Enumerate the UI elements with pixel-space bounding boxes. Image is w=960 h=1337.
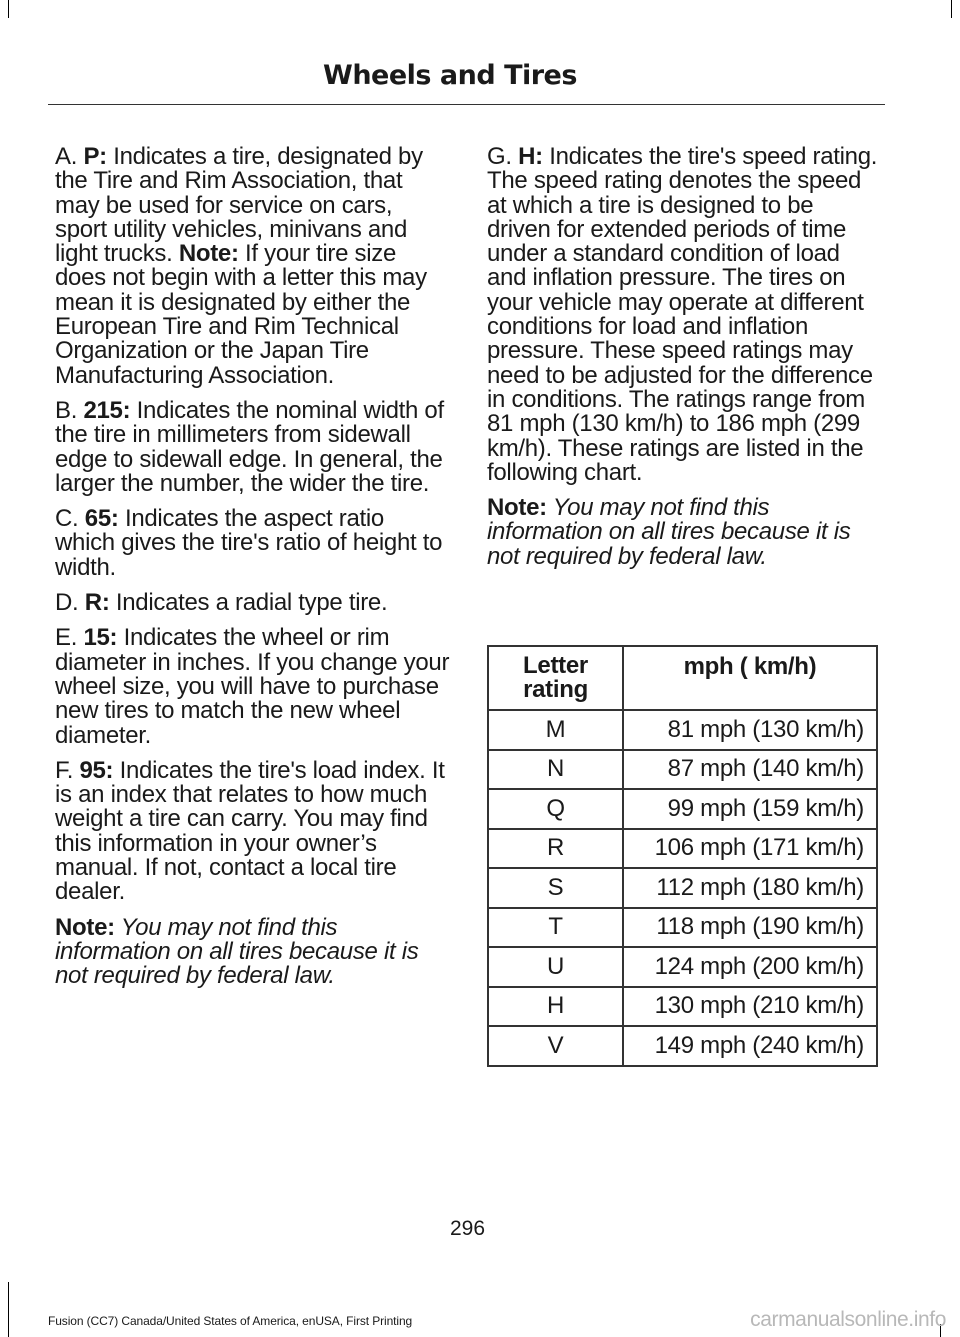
note-left: Note: You may not find this information on all tires because it is not required by federal law.	[55, 913, 419, 990]
table-row	[488, 908, 877, 948]
letter-rating-cell: Q	[488, 789, 623, 829]
table-row	[488, 947, 877, 987]
table-row	[488, 1026, 877, 1066]
right-column	[487, 145, 882, 580]
left-column	[55, 145, 450, 1000]
header-speed: mph ( km/h)	[623, 646, 877, 710]
letter-rating-cell: T	[488, 908, 623, 948]
page-title: Wheels and Tires	[323, 60, 577, 91]
watermark: carmanualsonline.info	[750, 1308, 946, 1331]
speed-cell: 130 mph (210 km/h)	[623, 987, 877, 1027]
speed-cell: 149 mph (240 km/h)	[623, 1026, 877, 1066]
footer-printing-info: Fusion (CC7) Canada/United States of America, enUSA, First Printing	[48, 1314, 413, 1328]
note-right: Note: You may not find this information on all tires because it is not required by federal law.	[487, 494, 851, 570]
header-letter-rating: Letter rating	[488, 646, 623, 710]
speed-cell: 118 mph (190 km/h)	[623, 908, 877, 948]
letter-rating-cell: H	[488, 987, 623, 1027]
item-a: A. P: Indicates a tire, designated by the Tire and Rim Association, that may be used for service on cars, sport utility vehicles, minivans and light trucks. Note: If your tire size does not begin with a letter this may mean it is designated by either the European Tire and Rim Technical Organization or the Japan Tire Manufacturing Association.	[55, 143, 427, 389]
letter-rating-cell: N	[488, 750, 623, 790]
speed-cell: 112 mph (180 km/h)	[623, 868, 877, 908]
letter-rating-cell: S	[488, 868, 623, 908]
header-divider	[48, 104, 885, 105]
letter-rating-cell: V	[488, 1026, 623, 1066]
table-row	[488, 750, 877, 790]
item-d: D. R: Indicates a radial type tire.	[55, 589, 388, 617]
crop-mark-top-right	[951, 0, 952, 18]
crop-mark-bottom-left	[8, 1282, 9, 1337]
speed-cell: 124 mph (200 km/h)	[623, 947, 877, 987]
letter-rating-cell: M	[488, 710, 623, 750]
table-row	[488, 868, 877, 908]
table-header-row	[488, 646, 877, 710]
table-row	[488, 987, 877, 1027]
speed-cell: 87 mph (140 km/h)	[623, 750, 877, 790]
item-g: G. H: Indicates the tire's speed rating. The speed rating denotes the speed at which a tire is designed to be driven for extended periods of time under a standard condition of load and inflation pressure. The tires on your vehicle may operate at different conditions for load and inflation pressure. These speed ratings may need to be adjusted for the difference in conditions. The ratings range from 81 mph (130 km/h) to 186 mph (299 km/h). These ratings are listed in the following chart.	[487, 143, 878, 486]
speed-rating-table	[487, 645, 878, 1067]
page-number: 296	[449, 1217, 486, 1240]
speed-cell: 81 mph (130 km/h)	[623, 710, 877, 750]
table-row	[488, 829, 877, 869]
crop-mark-top-left	[8, 0, 9, 18]
item-e: E. 15: Indicates the wheel or rim diameter in inches. If you change your wheel size, you will have to purchase new tires to match the new wheel diameter.	[55, 624, 450, 749]
letter-rating-cell: R	[488, 829, 623, 869]
table-row	[488, 710, 877, 750]
speed-cell: 99 mph (159 km/h)	[623, 789, 877, 829]
table-row	[488, 789, 877, 829]
item-c: C. 65: Indicates the aspect ratio which gives the tire's ratio of height to width.	[55, 505, 443, 581]
item-f: F. 95: Indicates the tire's load index. It is an index that relates to how much weight a tire can carry. You may find this information in your owner’s manual. If not, contact a local tire dealer.	[55, 756, 445, 906]
item-b: B. 215: Indicates the nominal width of the tire in millimeters from sidewall edge to sidewall edge. In general, the larger the number, the wider the tire.	[55, 396, 444, 497]
letter-rating-cell: U	[488, 947, 623, 987]
speed-cell: 106 mph (171 km/h)	[623, 829, 877, 869]
